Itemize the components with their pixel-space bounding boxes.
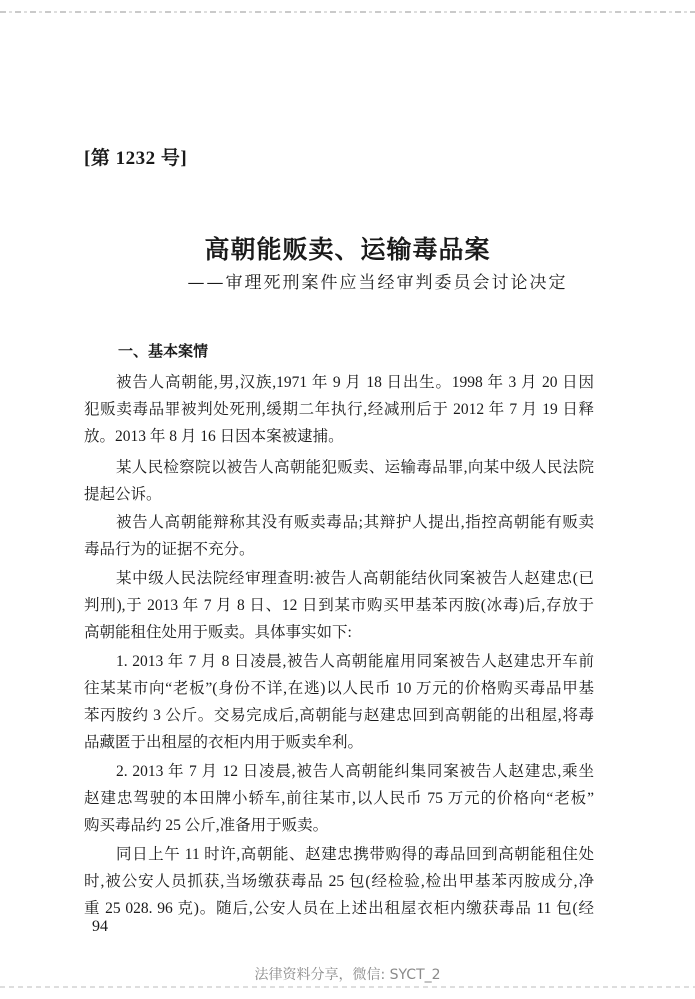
- body-line: 某人民检察院以被告人高朝能犯贩卖、运输毒品罪,向某中级人民法院: [116, 459, 594, 476]
- body-line: 被告人高朝能辩称其没有贩卖毒品;其辩护人提出,指控高朝能有贩卖: [116, 514, 594, 531]
- case-number: [第 1232 号]: [84, 148, 188, 169]
- body-line: 苯丙胺约 3 公斤。交易完成后,高朝能与赵建忠回到高朝能的出租屋,将毒: [84, 707, 594, 724]
- body-line: 提起公诉。: [84, 486, 162, 503]
- body-line: 同日上午 11 时许,高朝能、赵建忠携带购得的毒品回到高朝能租住处: [116, 846, 594, 863]
- body-line: 某中级人民法院经审理查明:被告人高朝能结伙同案被告人赵建忠(已: [116, 570, 594, 587]
- body-line: 品藏匿于出租屋的衣柜内用于贩卖牟利。: [84, 734, 364, 751]
- body-line: 犯贩卖毒品罪被判处死刑,缓期二年执行,经减刑后于 2012 年 7 月 19 日释: [84, 401, 594, 418]
- watermark-text: 法律资料分享，微信: SYCT_2: [254, 967, 441, 983]
- case-title: 高朝能贩卖、运输毒品案: [204, 235, 491, 264]
- body-line: 判刑),于 2013 年 7 月 8 日、12 日到某市购买甲基苯丙胺(冰毒)后,存放于: [84, 597, 594, 614]
- body-line: 时,被公安人员抓获,当场缴获毒品 25 包(经检验,检出甲基苯丙胺成分,净: [84, 873, 594, 890]
- body-line: 毒品行为的证据不充分。: [84, 541, 255, 558]
- body-line: 赵建忠驾驶的本田牌小轿车,前往某市,以人民币 75 万元的价格向“老板”: [84, 790, 594, 807]
- body-line: 购买毒品约 25 公斤,准备用于贩卖。: [84, 817, 329, 834]
- body-line: 被告人高朝能,男,汉族,1971 年 9 月 18 日出生。1998 年 3 月 20 日因: [116, 374, 594, 391]
- case-subtitle: ——审理死刑案件应当经审判委员会讨论决定: [187, 273, 568, 293]
- page-number: 94: [92, 918, 108, 935]
- body-line: 1. 2013 年 7 月 8 日凌晨,被告人高朝能雇用同案被告人赵建忠开车前: [116, 653, 594, 670]
- body-line: 高朝能租住处用于贩卖。具体事实如下:: [84, 624, 352, 641]
- body-line: 往某某市向“老板”(身份不详,在逃)以人民币 10 万元的价格购买毒品甲基: [84, 680, 594, 697]
- section-heading: 一、基本案情: [118, 342, 209, 360]
- body-line: 放。2013 年 8 月 16 日因本案被逮捕。: [84, 428, 344, 445]
- body-line: 2. 2013 年 7 月 12 日凌晨,被告人高朝能纠集同案被告人赵建忠,乘坐: [116, 763, 594, 780]
- body-line: 重 25 028. 96 克)。随后,公安人员在上述出租屋衣柜内缴获毒品 11 包(经: [84, 900, 594, 917]
- scan-border-top: [0, 11, 695, 13]
- scan-border-bottom: [0, 986, 695, 988]
